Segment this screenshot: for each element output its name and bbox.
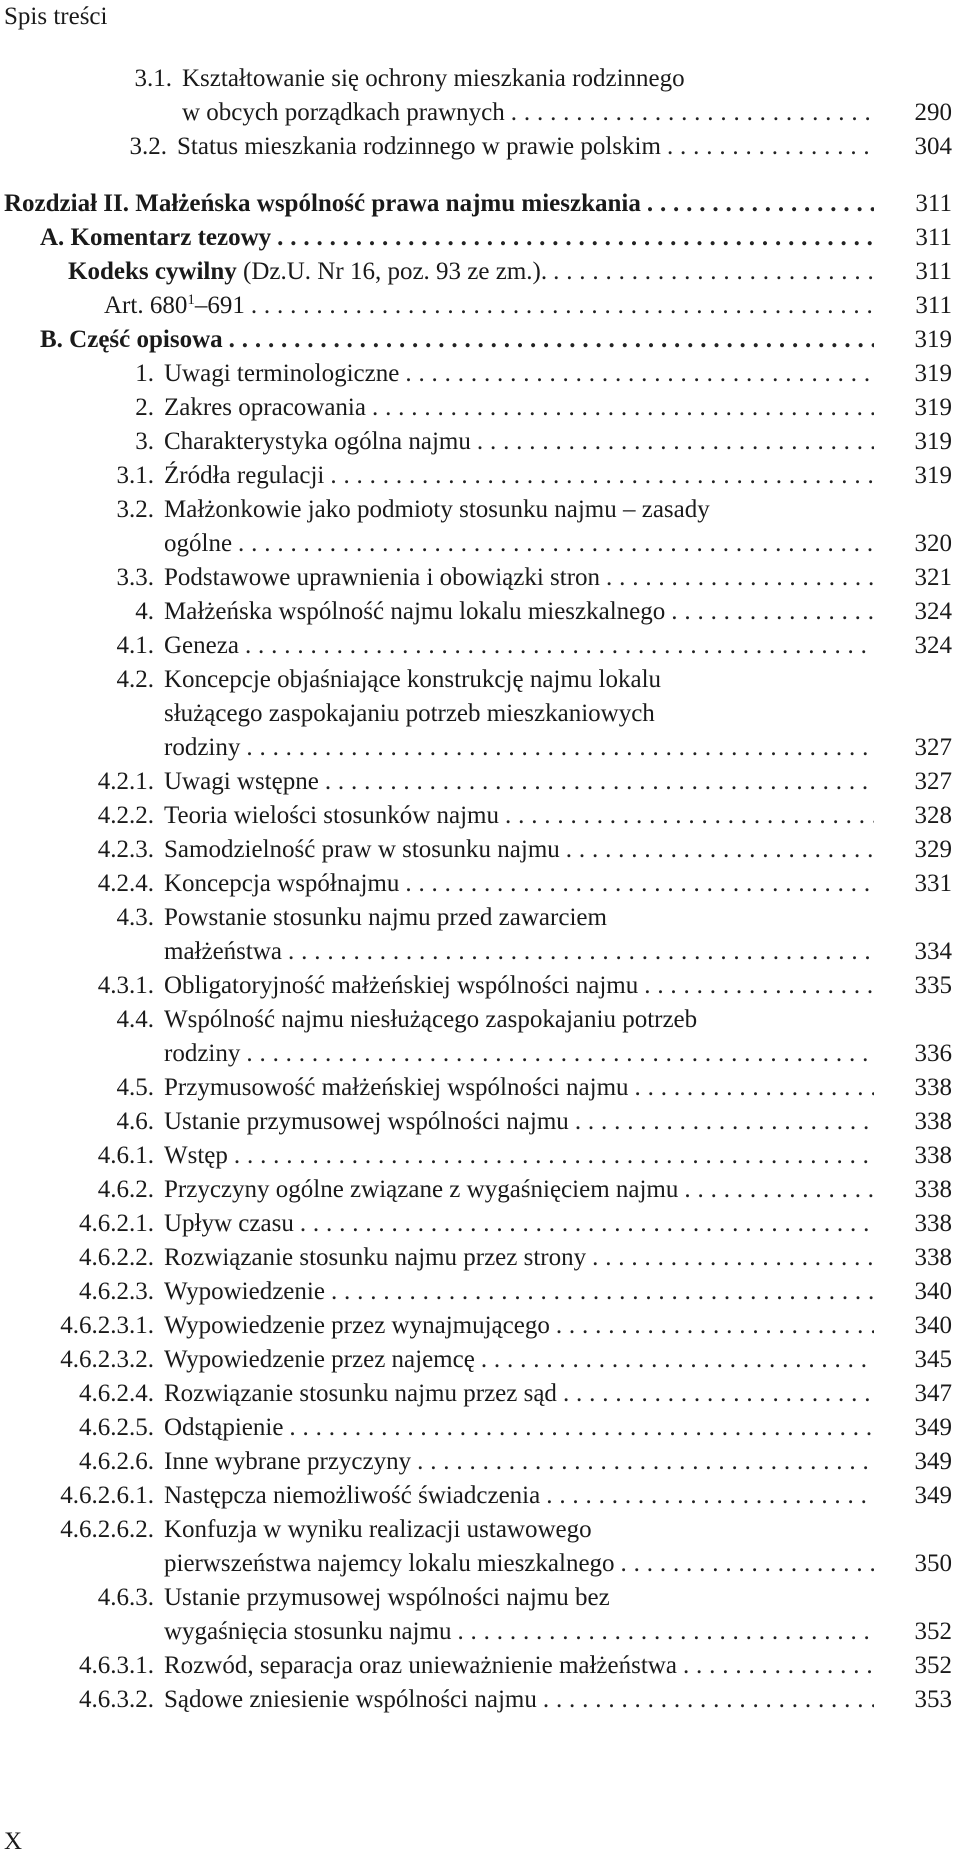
toc-number: 3.1. (116, 462, 154, 489)
toc-line (0, 1479, 960, 1513)
toc-line (0, 1139, 960, 1173)
toc-title: Teoria wielości stosunków najmu (164, 802, 499, 829)
toc-line (0, 595, 960, 629)
toc-entry[interactable] (0, 221, 960, 255)
toc-line (0, 459, 960, 493)
toc-line (0, 1649, 960, 1683)
toc-line (0, 1683, 960, 1717)
toc-number: 4.2.1. (97, 768, 154, 795)
dot-leader (684, 1173, 874, 1207)
toc-line (0, 663, 960, 697)
toc-number: 3.2. (116, 496, 154, 523)
toc-title: Wypowiedzenie przez wynajmującego (164, 1312, 550, 1339)
toc-entry[interactable] (0, 561, 960, 595)
dot-leader (246, 1037, 874, 1071)
toc-line (0, 255, 960, 289)
toc-entry[interactable] (0, 1003, 960, 1071)
toc-entry[interactable] (0, 629, 960, 663)
toc-line (0, 935, 960, 969)
toc-number: 3. (135, 428, 154, 455)
toc-page-number: 347 (914, 1380, 952, 1407)
toc-entry[interactable] (0, 969, 960, 1003)
toc-title: Uwagi terminologiczne (164, 360, 400, 387)
dot-leader (477, 425, 874, 459)
toc-title: Obligatoryjność małżeńskiej wspólności najmu (164, 972, 639, 999)
dot-leader (667, 130, 874, 164)
toc-title: Kształtowanie się ochrony mieszkania rodzinnego (182, 65, 685, 92)
toc-page-number: 352 (914, 1652, 952, 1679)
dot-leader (331, 1275, 874, 1309)
toc-line (0, 629, 960, 663)
toc-entry[interactable] (0, 391, 960, 425)
toc-entry[interactable] (0, 62, 960, 130)
toc-page-number: 340 (914, 1312, 952, 1339)
toc-line (0, 493, 960, 527)
dot-leader (238, 527, 874, 561)
toc-line (0, 1445, 960, 1479)
toc-entry[interactable] (0, 595, 960, 629)
toc-line (0, 1513, 960, 1547)
toc-line (0, 1377, 960, 1411)
toc-line (0, 425, 960, 459)
toc-entry[interactable] (0, 493, 960, 561)
toc-title: B. Część opisowa (40, 326, 223, 353)
toc-page-number: 311 (915, 190, 952, 217)
toc-line (0, 1309, 960, 1343)
toc-page-number: 319 (914, 428, 952, 455)
toc-title: małżeństwa (164, 938, 283, 965)
toc-title: Samodzielność praw w stosunku najmu (164, 836, 560, 863)
toc-entry[interactable] (0, 1649, 960, 1683)
toc-page-number: 311 (915, 258, 952, 285)
toc-entry[interactable] (0, 1377, 960, 1411)
toc-entry[interactable] (0, 833, 960, 867)
toc-entry[interactable] (0, 255, 960, 289)
toc-number: 4.6.2.2. (79, 1244, 154, 1271)
toc-page-number: 331 (914, 870, 952, 897)
toc-page-number: 319 (914, 326, 952, 353)
toc-line (0, 833, 960, 867)
toc-page-number: 353 (914, 1686, 952, 1713)
toc-page-number: 340 (914, 1278, 952, 1305)
dot-leader (251, 289, 874, 323)
toc-number: 4.6.2.6.1. (60, 1482, 154, 1509)
toc-title: Status mieszkania rodzinnego w prawie polskim (177, 133, 661, 160)
toc-number: 4.5. (116, 1074, 154, 1101)
toc-number: 4.1. (116, 632, 154, 659)
toc-title: Odstąpienie (164, 1414, 284, 1441)
toc-number: 4.3.1. (97, 972, 154, 999)
dot-leader (405, 867, 874, 901)
toc-entry[interactable] (0, 1513, 960, 1581)
toc-title: służącego zaspokajaniu potrzeb mieszkaniowych (164, 700, 655, 727)
toc-line (0, 96, 960, 130)
toc-title: Rozwiązanie stosunku najmu przez sąd (164, 1380, 557, 1407)
toc-page-number: 345 (914, 1346, 952, 1373)
toc-line (0, 1241, 960, 1275)
toc-line (0, 187, 960, 221)
toc-page-number: 349 (914, 1482, 952, 1509)
dot-leader (330, 459, 874, 493)
toc-title: Uwagi wstępne (164, 768, 319, 795)
toc-page-number: 327 (914, 734, 952, 761)
dot-leader (671, 595, 874, 629)
dot-leader (575, 1105, 874, 1139)
toc-entry[interactable] (0, 901, 960, 969)
toc-entry[interactable] (0, 1445, 960, 1479)
toc-line (0, 1003, 960, 1037)
toc-title: Wspólność najmu niesłużącego zaspokajaniu potrzeb (164, 1006, 698, 1033)
toc-line (0, 1207, 960, 1241)
toc-line (0, 221, 960, 255)
toc-title: Kodeks cywilny (Dz.U. Nr 16, poz. 93 ze zm.). (68, 258, 548, 285)
toc-title: Geneza (164, 632, 239, 659)
dot-leader (592, 1241, 874, 1275)
toc-entry[interactable] (0, 1581, 960, 1649)
toc-entry[interactable] (0, 1241, 960, 1275)
toc-page-number: 338 (914, 1142, 952, 1169)
toc-page-number: 349 (914, 1448, 952, 1475)
dot-leader (405, 357, 874, 391)
toc-number: 4.2. (116, 666, 154, 693)
toc-title: Rozwód, separacja oraz unieważnienie małżeństwa (164, 1652, 677, 1679)
toc-title: Upływ czasu (164, 1210, 294, 1237)
toc-title: w obcych porządkach prawnych (182, 99, 505, 126)
toc-title: wygaśnięcia stosunku najmu (164, 1618, 452, 1645)
dot-leader (553, 255, 874, 289)
toc-entry[interactable] (0, 1173, 960, 1207)
toc-page-number: 338 (914, 1074, 952, 1101)
toc-page-number: 319 (914, 462, 952, 489)
page-folio: X (4, 1828, 23, 1855)
dot-leader (563, 1377, 874, 1411)
toc-title: Charakterystyka ogólna najmu (164, 428, 471, 455)
toc-line (0, 289, 960, 323)
toc-line (0, 969, 960, 1003)
toc-title: Art. $680^1-691$ (104, 292, 245, 319)
toc-page-number: 338 (914, 1108, 952, 1135)
running-title: Spis treści (4, 3, 108, 30)
toc-number: 4.6.2.3.1. (60, 1312, 154, 1339)
toc-entry[interactable] (0, 799, 960, 833)
toc-line (0, 391, 960, 425)
dot-leader (288, 935, 874, 969)
toc-entry[interactable] (0, 1275, 960, 1309)
toc-page-number: 311 (915, 292, 952, 319)
toc-entry[interactable] (0, 1071, 960, 1105)
toc-page-number: 336 (914, 1040, 952, 1067)
toc-page-number: 319 (914, 360, 952, 387)
toc-entry[interactable] (0, 1411, 960, 1445)
toc-title: ogólne (164, 530, 233, 557)
toc-page-number: 311 (915, 224, 952, 251)
toc-page-number: 334 (914, 938, 952, 965)
toc-page-number: 327 (914, 768, 952, 795)
toc-line (0, 1105, 960, 1139)
toc-entry[interactable] (0, 663, 960, 765)
toc-number: 4. (135, 598, 154, 625)
toc-number: 4.2.2. (97, 802, 154, 829)
dot-leader (481, 1343, 874, 1377)
toc-line (0, 731, 960, 765)
toc-title: Ustanie przymusowej wspólności najmu bez (164, 1584, 610, 1611)
toc-entry[interactable] (0, 425, 960, 459)
toc-number: 3.1. (134, 65, 172, 92)
toc-line (0, 1173, 960, 1207)
toc-number: 4.6.2.3. (79, 1278, 154, 1305)
toc-title: Sądowe zniesienie wspólności najmu (164, 1686, 537, 1713)
toc-number: 1. (135, 360, 154, 387)
toc-number: 4.6.2.3.2. (60, 1346, 154, 1373)
toc-line (0, 867, 960, 901)
toc-entry[interactable] (0, 1207, 960, 1241)
toc-number: 4.2.4. (97, 870, 154, 897)
toc-title: pierwszeństwa najemcy lokalu mieszkalnego (164, 1550, 615, 1577)
toc-line (0, 1343, 960, 1377)
toc-number: 4.6.3.2. (79, 1686, 154, 1713)
toc-title: A. Komentarz tezowy (40, 224, 272, 251)
dot-leader (325, 765, 874, 799)
dot-leader (245, 629, 874, 663)
toc-title: Ustanie przymusowej wspólności najmu (164, 1108, 569, 1135)
toc-entry[interactable] (0, 289, 960, 323)
toc-entry[interactable] (0, 1309, 960, 1343)
toc-number: 4.4. (116, 1006, 154, 1033)
toc-line (0, 1275, 960, 1309)
toc-line (0, 323, 960, 357)
toc-entry[interactable] (0, 867, 960, 901)
toc-line (0, 527, 960, 561)
toc-number: 3.2. (129, 133, 167, 160)
toc-entry[interactable] (0, 1105, 960, 1139)
toc-page-number: 319 (914, 394, 952, 421)
dot-leader (546, 1479, 874, 1513)
toc-entry[interactable] (0, 1479, 960, 1513)
dot-leader (606, 561, 874, 595)
toc-entry[interactable] (0, 1683, 960, 1717)
dot-leader (457, 1615, 874, 1649)
toc-number: 4.6.3.1. (79, 1652, 154, 1679)
toc-page-number: 324 (914, 598, 952, 625)
toc-line (0, 62, 960, 96)
toc-page-number: 338 (914, 1244, 952, 1271)
toc-entry[interactable] (0, 765, 960, 799)
toc-line (0, 1547, 960, 1581)
toc-title: Następcza niemożliwość świadczenia (164, 1482, 541, 1509)
toc-title: Zakres opracowania (164, 394, 366, 421)
toc-entry[interactable] (0, 357, 960, 391)
toc-title: Małżeńska wspólność najmu lokalu mieszkalnego (164, 598, 666, 625)
toc-entry[interactable] (0, 459, 960, 493)
toc-title: Koncepcje objaśniające konstrukcję najmu lokalu (164, 666, 662, 693)
toc-title: Koncepcja współnajmu (164, 870, 400, 897)
toc-line (0, 799, 960, 833)
toc-page-number: 290 (914, 99, 952, 126)
toc-title: Wypowiedzenie przez najemcę (164, 1346, 475, 1373)
toc-title: Inne wybrane przyczyny (164, 1448, 412, 1475)
dot-leader (647, 187, 874, 221)
toc-title: Przymusowość małżeńskiej wspólności najmu (164, 1074, 629, 1101)
toc-number: 4.6.2.6. (79, 1448, 154, 1475)
toc-line (0, 1581, 960, 1615)
toc-line (0, 1071, 960, 1105)
dot-leader (635, 1071, 874, 1105)
toc-number: 4.6.2.1. (79, 1210, 154, 1237)
toc-title: Przyczyny ogólne związane z wygaśnięciem najmu (164, 1176, 679, 1203)
toc-title: Konfuzja w wyniku realizacji ustawowego (164, 1516, 592, 1543)
dot-leader (234, 1139, 874, 1173)
toc-line (0, 1411, 960, 1445)
toc-number: 4.6.2.4. (79, 1380, 154, 1407)
dot-leader (417, 1445, 874, 1479)
dot-leader (372, 391, 874, 425)
toc-title: Wypowiedzenie (164, 1278, 325, 1305)
dot-leader (644, 969, 874, 1003)
toc-number: 4.6.2. (97, 1176, 154, 1203)
dot-leader (229, 323, 874, 357)
toc-title: Małżonkowie jako podmioty stosunku najmu – zasady (164, 496, 710, 523)
toc-page-number: 350 (914, 1550, 952, 1577)
dot-leader (511, 96, 874, 130)
toc-page-number: 338 (914, 1176, 952, 1203)
dot-leader (300, 1207, 874, 1241)
toc-entry[interactable] (0, 1343, 960, 1377)
toc-line (0, 765, 960, 799)
toc-number: 4.6.1. (97, 1142, 154, 1169)
toc-title: Rozwiązanie stosunku najmu przez strony (164, 1244, 587, 1271)
table-of-contents (0, 62, 960, 1717)
toc-page-number: 328 (914, 802, 952, 829)
toc-page-number: 304 (914, 133, 952, 160)
toc-number: 3.3. (116, 564, 154, 591)
toc-line (0, 1615, 960, 1649)
toc-line (0, 697, 960, 731)
toc-title: Wstęp (164, 1142, 228, 1169)
toc-number: 4.3. (116, 904, 154, 931)
dot-leader (289, 1411, 874, 1445)
toc-page-number: 349 (914, 1414, 952, 1441)
toc-page-number: 324 (914, 632, 952, 659)
dot-leader (621, 1547, 874, 1581)
dot-leader (505, 799, 874, 833)
toc-title: Powstanie stosunku najmu przed zawarciem (164, 904, 607, 931)
toc-page-number: 338 (914, 1210, 952, 1237)
dot-leader (556, 1309, 874, 1343)
toc-number: 2. (135, 394, 154, 421)
toc-entry[interactable] (0, 1139, 960, 1173)
toc-number: 4.6.2.5. (79, 1414, 154, 1441)
toc-page-number: 335 (914, 972, 952, 999)
toc-entry[interactable] (0, 323, 960, 357)
dot-leader (683, 1649, 874, 1683)
toc-number: 4.6. (116, 1108, 154, 1135)
toc-title: rodziny (164, 1040, 241, 1067)
toc-page-number: 352 (914, 1618, 952, 1645)
toc-number: 4.2.3. (97, 836, 154, 863)
toc-title: Źródła regulacji (164, 462, 325, 489)
dot-leader (566, 833, 874, 867)
toc-page-number: 320 (914, 530, 952, 557)
toc-number: 4.6.3. (97, 1584, 154, 1611)
toc-title: rodziny (164, 734, 241, 761)
toc-line (0, 1037, 960, 1071)
dot-leader (246, 731, 874, 765)
toc-entry[interactable] (0, 130, 960, 164)
toc-line (0, 357, 960, 391)
dot-leader (543, 1683, 874, 1717)
toc-line (0, 561, 960, 595)
toc-entry[interactable] (0, 187, 960, 221)
toc-title: Podstawowe uprawnienia i obowiązki stron (164, 564, 601, 591)
toc-page-number: 329 (914, 836, 952, 863)
dot-leader (277, 221, 874, 255)
toc-line (0, 130, 960, 164)
toc-page-number: 321 (914, 564, 952, 591)
toc-line (0, 901, 960, 935)
toc-number: 4.6.2.6.2. (60, 1516, 154, 1543)
toc-title: Rozdział II. Małżeńska wspólność prawa najmu mieszkania (4, 190, 641, 217)
